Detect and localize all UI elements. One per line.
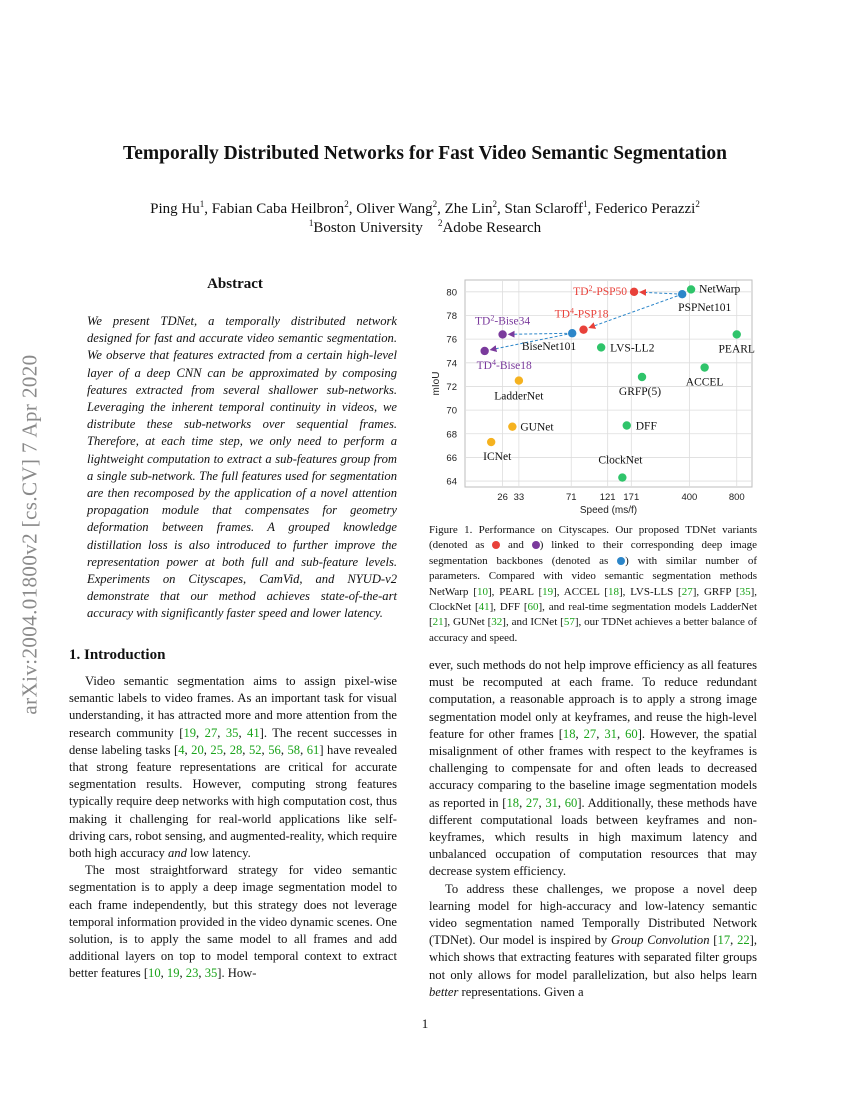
x-tick-label: 26 [497,492,508,503]
x-tick-label: 33 [513,492,525,503]
introduction-body [69,673,397,983]
data-point-td4-bise18 [480,347,488,355]
y-tick-label: 64 [446,476,457,488]
emphasis-text: and [167,846,187,861]
author-name: Fabian Caba Heilbron$^2$ [211,199,349,217]
author-name: Ping Hu$^1$ [150,199,205,217]
introduction-heading: 1. Introduction [69,647,166,663]
point-label: PEARL [718,343,755,356]
text-run: ], and real-time segmentation models LadderNet [ [429,601,757,629]
point-label: ACCEL [685,376,724,389]
citation-link[interactable]: 41 [247,725,260,740]
data-point-td2-psp50 [630,288,638,296]
citation-link[interactable]: 10 [148,966,161,981]
text-run: low latency. [186,846,251,861]
citation-link[interactable]: 18 [562,726,576,741]
citation-link[interactable]: 31 [604,726,617,741]
text-run: [ [709,933,718,948]
text-run: , [280,742,288,757]
point-label: ICNet [483,451,512,464]
citation-link[interactable]: 25 [210,742,224,757]
text-run: ], LVS-LLS [ [618,585,682,598]
text-run: ], PEARL [ [487,585,543,598]
x-tick-label: 121 [599,492,616,503]
performance-scatter-chart [427,276,762,516]
citation-link[interactable]: 27 [525,795,539,810]
citation-link[interactable]: 22 [737,933,750,948]
paper-title: Temporally Distributed Networks for Fast Video Semantic Segmentation [123,143,727,164]
citation-link[interactable]: 23 [185,966,199,981]
text-run: , [261,742,269,757]
text-run: ], GUNet [ [443,616,492,629]
text-run: , [160,966,167,981]
data-point-pspnet101 [678,290,686,298]
citation-link[interactable]: 58 [287,742,301,757]
text-run: , [300,742,307,757]
citation-link[interactable]: 21 [432,616,444,629]
citation-link[interactable]: 57 [563,616,575,629]
text-run: ]. However, the spatial misalignment of other frames with respect to the keyframes is challenging to compensate for and often leads to decreased accuracy comparing to the baseline image segmentation models as reported in [ [429,726,758,810]
y-tick-label: 66 [446,452,457,464]
author-block [60,200,790,238]
text-run: Video semantic segmentation aims to assign pixel-wise semantic labels to video frames. As an important task for visual understanding, it has attracted more and more attention from the research community [ [69,674,397,740]
x-tick-label: 400 [681,492,698,503]
data-point-td4-psp18 [579,325,587,333]
text-run: , [196,725,205,740]
data-point-icnet [487,438,495,446]
citation-link[interactable]: 56 [268,742,281,757]
data-point-lvs-ll2 [597,343,605,351]
data-point-grfp-5- [638,373,646,381]
citation-link[interactable]: 27 [204,725,218,740]
text-run: , [519,795,526,810]
arxiv-side-label: arXiv:2004.01800v2 [cs.CV] 7 Apr 2020 [17,354,42,715]
citation-link[interactable]: 27 [681,585,693,598]
citation-link[interactable]: 41 [478,601,490,614]
point-label: LVS-LL2 [610,342,655,355]
author-name: Zhe Lin$^2$ [444,199,498,217]
citation-link[interactable]: 18 [607,585,619,598]
citation-link[interactable]: 28 [229,742,243,757]
citation-link[interactable]: 60 [625,726,638,741]
page-number: 1 [421,1016,429,1031]
text-run: ]. How- [217,966,257,981]
text-run: , [179,966,186,981]
text-run: ], ClockNet [ [429,585,758,614]
data-point-accel [700,363,708,371]
point-label: BiseNet101 [521,341,577,354]
data-point-pearl [733,330,741,338]
citation-link[interactable]: 27 [583,726,597,741]
data-point-netwarp [687,285,695,293]
text-run: , [198,966,205,981]
right-column-body [429,657,757,1001]
intro-paragraph-1 [69,673,397,862]
text-run: ], which shows that extracting features with separated filter groups not only allows for model parallelization, but also helps learn [429,933,758,982]
emphasis-text: Group Convolution [611,933,710,948]
data-point-laddernet [515,376,523,384]
text-run: , [223,742,230,757]
affiliation-list [60,219,790,238]
y-tick-label: 78 [446,310,457,322]
text-run: ever, such methods do not help improve efficiency as all features must be recomputed at each frame. To reduce redundant computation, a reasonable approach is to apply a strong image segmentation model only at keyframes, and reuse the high-level feature for other frames [ [429,658,757,741]
text-run: To address these challenges, we propose a novel deep learning model for high-accuracy and low-latency semantic video segmentation named Temporally Distributed Network (TDNet). Our model is inspired by [429,881,757,948]
citation-link[interactable]: 4 [178,742,185,757]
legend-dot-b [617,557,625,565]
author-name: Stan Sclaroff$^1$ [504,199,588,217]
emphasis-text: better [429,984,459,999]
point-label: LadderNet [494,390,544,403]
point-label: NetWarp [699,283,741,296]
point-label: $TD^4-PSP18$ [554,306,609,321]
point-label: $TD^4-Bise18$ [476,357,532,372]
text-run: ]. The recent successes in dense labeling tasks [ [69,725,397,757]
point-label: GUNet [520,421,554,434]
text-run: , [575,726,584,741]
x-tick-label: 800 [728,492,745,503]
citation-link[interactable]: 60 [527,601,539,614]
author-list: Ping Hu$^1$, Fabian Caba Heilbron$^2$, Oliver Wang$^2$, Zhe Lin$^2$, Stan Sclaroff$^1$, Federico Perazzi$^2$ [150,199,700,217]
abstract-text: We present TDNet, a temporally distributed network designed for fast and accurate video semantic segmentation. We observe that features extracted from a certain high-level layer of a deep CNN can be approximated by composing features extracted from several shallower sub-networks. Leveraging the inherent temporal continuity in videos, we distribute these sub-networks over sequential frames. Therefore, at each time step, we only need to perform a lightweight computation to extract a sub-features group from a single sub-network. The full features used for segmentation are then recomposed by the application of a novel attention propagation module that compensates for geometry deformation between frames. A grouped knowledge distillation loss is also introduced to further improve the representation power at both full and sub-feature levels. Experiments on Cityscapes, CamVid, and NYUD-v2 demonstrate that our method achieves state-of-the-art accuracy with significantly faster speed and lower latency. [87,314,397,621]
text-run: ], our TDNet achieves a better balance of accuracy and speed. [429,616,757,644]
x-tick-label: 71 [565,492,577,503]
citation-link[interactable]: 52 [248,742,262,757]
text-run: , [184,742,192,757]
data-point-td2-bise34 [498,330,506,338]
y-tick-label: 74 [446,358,457,370]
text-run: Figure 1. Performance on Cityscapes. Our proposed TDNet variants (denoted as [429,524,757,552]
text-run: , [203,742,211,757]
text-run: ], GRFP [ [692,585,740,598]
citation-link[interactable]: 32 [491,616,503,629]
text-run: ], DFF [ [489,601,528,614]
author-name: Oliver Wang$^2$ [356,199,438,217]
intro-paragraph-2 [69,862,397,982]
affiliation: $^1$Boston University [308,218,423,236]
citation-link[interactable]: 19 [166,966,180,981]
text-run: , [242,742,249,757]
citation-link[interactable]: 35 [225,725,239,740]
author-name: Federico Perazzi$^2$ [594,199,700,217]
citation-link[interactable]: 18 [506,795,520,810]
text-run: ] have revealed that strong feature representations are critical for accurate segmentation results. However, computing strong features typically require deep networks with high computation cost, thus making it challenging for real-world applications like self-driving cars, robot sensing, and augmented-reality, which require both high accuracy [69,742,397,861]
text-run: , [217,725,226,740]
text-run: ], and ICNet [ [502,616,564,629]
text-run: representations. Given a [458,984,584,999]
data-point-dff [623,421,631,429]
y-tick-label: 80 [446,287,457,299]
point-label: $TD^2-PSP50$ [573,283,628,298]
text-run: , [538,795,546,810]
citation-link[interactable]: 19 [183,725,197,740]
citation-link[interactable]: 60 [564,795,578,810]
text-run: , [616,726,626,741]
text-run: ) with similar number of parameters. Compared with video semantic segmentation methods NetWarp [ [429,554,757,598]
figure-caption [429,523,757,646]
data-point-clocknet [618,473,626,481]
abstract-heading: Abstract [207,276,263,292]
citation-link[interactable]: 19 [542,585,554,598]
data-point-bisenet101 [568,329,576,337]
x-tick-label: 171 [623,492,640,503]
point-label: $TD^2-Bise34$ [475,313,531,328]
right-paragraph-1 [429,657,757,881]
text-run: The most straightforward strategy for video semantic segmentation is to apply a deep image segmentation model to each frame independently, but this strategy does not leverage temporal information provided in the video dynamic scenes. One solution, is to apply the same model to all frames and add additional layers on top to model temporal context to extract better features [ [69,863,397,981]
point-label: DFF [635,420,657,433]
x-axis-label: Speed (ms/f) [579,505,638,516]
text-run: ) linked to their corresponding deep image segmentation backbones (denoted as [429,539,757,567]
point-label: GRFP(5) [618,385,662,398]
point-label: ClockNet [598,454,643,467]
text-run: , [596,726,605,741]
y-tick-label: 76 [446,334,457,346]
y-axis-label: mIoU [431,371,442,396]
citation-link[interactable]: 31 [545,795,558,810]
text-run: and [500,539,532,552]
text-run: ], ACCEL [ [553,585,608,598]
citation-link[interactable]: 10 [476,585,488,598]
citation-link[interactable]: 17 [717,933,731,948]
text-run: , [238,725,248,740]
text-run: , [730,933,738,948]
citation-link[interactable]: 35 [204,966,218,981]
y-tick-label: 68 [446,429,457,441]
citation-link[interactable]: 35 [739,585,751,598]
text-run: ]. Additionally, these methods have different computational loads between keyframes and non-keyframes, which results in high maximum latency and unbalanced occupation of computation resources that may decrease system efficiency. [429,795,758,879]
right-paragraph-2 [429,881,757,1001]
citation-link[interactable]: 20 [191,742,204,757]
point-label: PSPNet101 [678,302,732,315]
affiliation: $^2$Adobe Research [437,218,542,236]
text-run: , [557,795,565,810]
citation-link[interactable]: 61 [306,742,320,757]
y-tick-label: 70 [446,405,457,417]
y-tick-label: 72 [446,381,457,393]
legend-dot-p [532,541,540,549]
data-point-gunet [508,422,516,430]
